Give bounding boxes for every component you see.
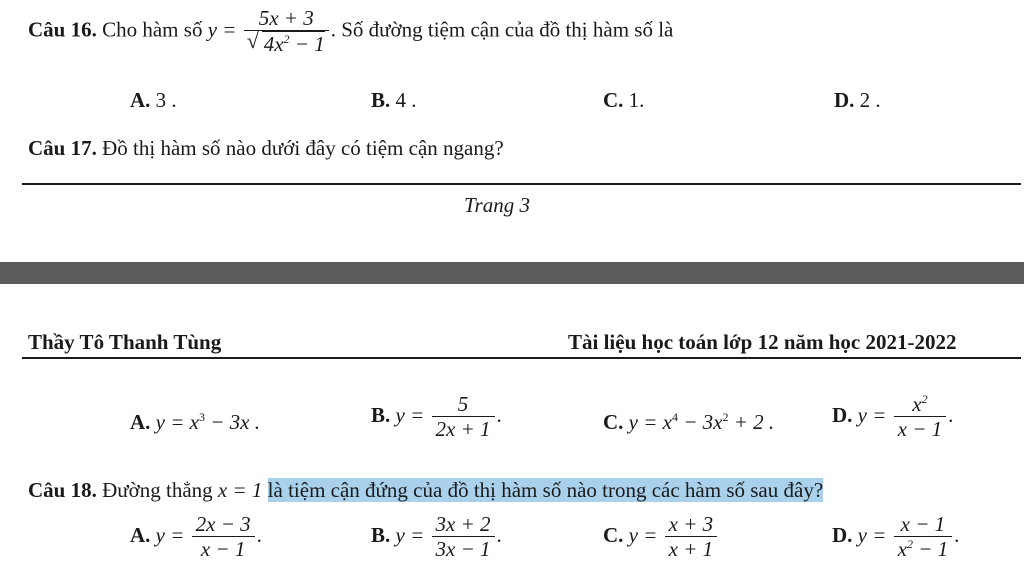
q17-label: Câu 17.	[28, 136, 97, 160]
q18-c-fraction: $\frac{x + 3}{x + 1}$	[665, 512, 718, 562]
page2-header-left: Thầy Tô Thanh Tùng	[28, 330, 222, 354]
q16-func-lhs: y =	[207, 17, 237, 42]
q16-label: Câu 16.	[28, 17, 97, 42]
page2-header-rule	[22, 357, 1021, 359]
page2-header-right: Tài liệu học toán lớp 12 năm học 2021-2022	[568, 330, 957, 354]
q18-option-c: C. y = $\frac{x + 3}{x + 1}$	[603, 512, 719, 562]
q16-option-c: C. 1.	[603, 88, 645, 112]
q16-line	[28, 6, 673, 57]
q17-b-fraction: $\frac{5}{2x + 1}$	[432, 392, 495, 442]
q16-option-d: D. 2 .	[834, 88, 881, 112]
q16-option-a: A. 3 .	[130, 88, 177, 112]
q18-text-before: Đường thẳng	[102, 478, 213, 502]
q17-option-a: A. $y = x^3 - 3x$ .	[130, 410, 260, 434]
q17-d-fraction: $\frac{x^2}{x - 1}$	[894, 392, 947, 442]
q18-highlighted-text: là tiệm cận đứng của đồ thị hàm số nào trong các hàm số sau đây?	[267, 478, 824, 502]
q18-option-b: B. y = $\frac{3x + 2}{3x - 1}$ .	[371, 512, 502, 562]
q17-text: Đồ thị hàm số nào dưới đây có tiệm cận ngang?	[102, 136, 504, 160]
q17-line	[28, 136, 504, 161]
q16-func-num: 5x + 3	[244, 6, 329, 31]
q16-text-before: Cho hàm số	[102, 17, 203, 42]
q16-func-den	[244, 31, 329, 57]
q18-option-d: D. y = $\frac{x - 1}{x^2 - 1}$ .	[832, 512, 960, 562]
q18-b-fraction: $\frac{3x + 2}{3x - 1}$	[432, 512, 495, 562]
q18-option-a: A. y = $\frac{2x - 3}{x - 1}$ .	[130, 512, 262, 562]
q18-line	[28, 478, 823, 503]
q17-option-c: C. $y = x^4 - 3x^2 + 2$ .	[603, 410, 775, 434]
page-gap	[0, 262, 1024, 284]
page1-footer-rule	[22, 183, 1021, 185]
q17-option-b: B. y = $\frac{5}{2x + 1}$ .	[371, 392, 502, 442]
q16-option-b: B. 4 .	[371, 88, 417, 112]
q18-math: x = 1	[217, 478, 263, 502]
q16-func-fraction	[244, 6, 329, 57]
page1-footer: Trang 3	[464, 193, 530, 217]
sqrt-icon: √ $4x^2 - 1$	[262, 31, 325, 57]
q18-label: Câu 18.	[28, 478, 97, 502]
q18-a-fraction: $\frac{2x - 3}{x - 1}$	[192, 512, 255, 562]
q18-d-fraction: $\frac{x - 1}{x^2 - 1}$	[894, 512, 953, 562]
q16-text-after: . Số đường tiệm cận của đồ thị hàm số là	[330, 17, 674, 42]
q17-option-d: D. y = $\frac{x^2}{x - 1}$ .	[832, 392, 954, 442]
